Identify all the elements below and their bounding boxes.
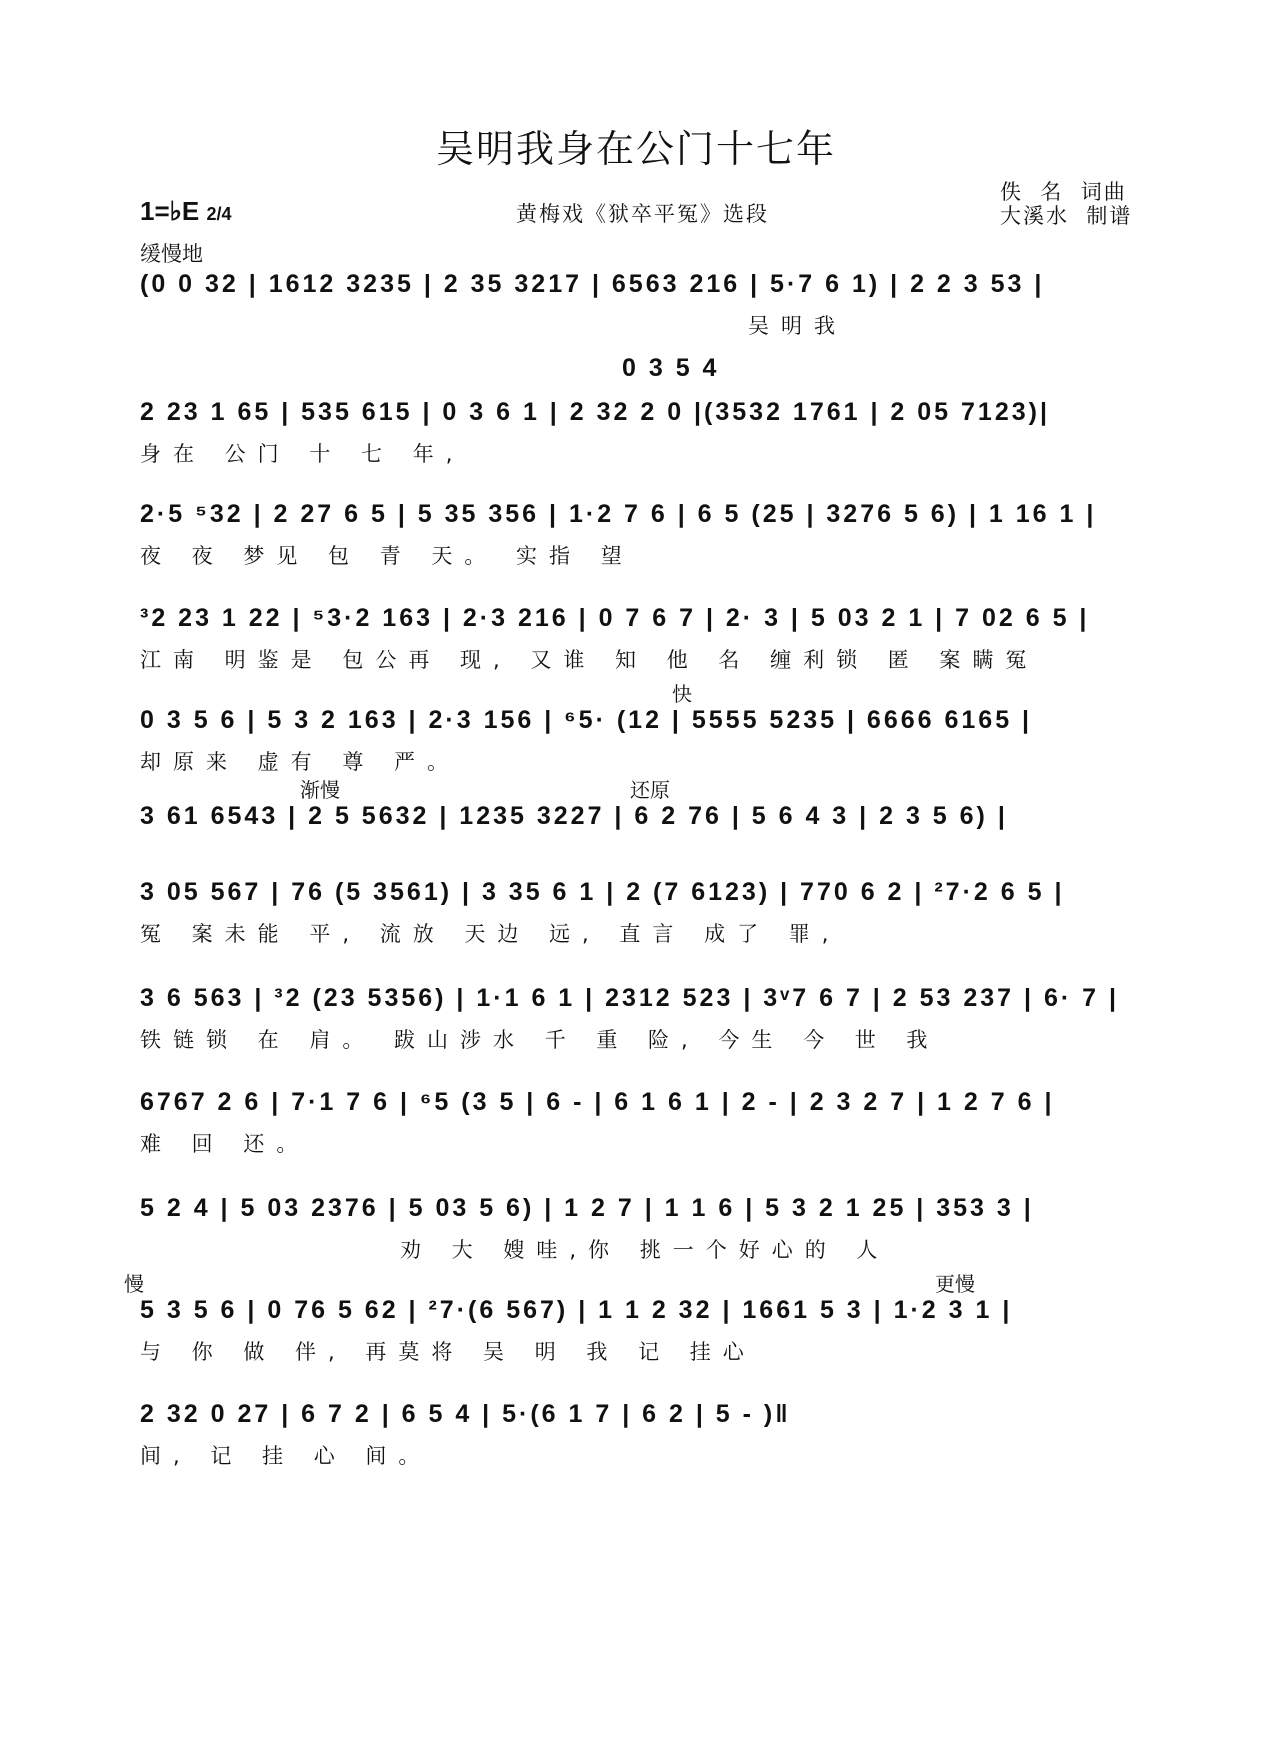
lyric-line: 难 回 还。 — [140, 1132, 310, 1156]
note-line: 6767 2 6 | 7·1 7 6 | ⁶5 (3 5 | 6 - | 6 1 6 1 | 2 - | 2 3 2 7 | 1 2 7 6 | — [140, 1088, 1055, 1116]
note-line: 3 6 563 | ³2 (23 5356) | 1·1 6 1 | 2312 523 | 3ᵛ7 6 7 | 2 53 237 | 6· 7 | — [140, 984, 1119, 1012]
note-line: 3 05 567 | 76 (5 3561) | 3 35 6 1 | 2 (7 6123) | 770 6 2 | ²7·2 6 5 | — [140, 878, 1065, 906]
lyric-line: 劝 大 嫂哇,你 挑一个好心的 人 — [400, 1238, 890, 1262]
alternate-notes: 0 3 5 4 — [622, 354, 720, 382]
lyric-line: 间, 记 挂 心 间。 — [140, 1444, 432, 1468]
key-value: 1=♭E — [140, 196, 200, 226]
tempo-mark: 还原 — [630, 778, 670, 802]
note-line: 5 2 4 | 5 03 2376 | 5 03 5 6) | 1 2 7 | 1 1 6 | 5 3 2 1 25 | 353 3 | — [140, 1194, 1034, 1222]
lyric-line: 吴明我 — [748, 314, 847, 338]
lyric-line: 铁链锁 在 肩。 跋山涉水 千 重 险, 今生 今 世 我 — [140, 1028, 940, 1052]
note-line: 2·5 ⁵32 | 2 27 6 5 | 5 35 356 | 1·2 7 6 | 6 5 (25 | 3276 5 6) | 1 16 1 | — [140, 500, 1097, 528]
lyric-line: 冤 案未能 平, 流放 天边 远, 直言 成了 罪, — [140, 922, 841, 946]
note-line: (0 0 32 | 1612 3235 | 2 35 3217 | 6563 216 | 5·7 6 1) | 2 2 3 53 | — [140, 270, 1045, 298]
tempo-marking: 缓慢地 — [140, 242, 203, 266]
note-line: 5 3 5 6 | 0 76 5 62 | ²7·(6 567) | 1 1 2 32 | 1661 5 3 | 1·2 3 1 | — [140, 1296, 1013, 1324]
lyric-line: 身在 公门 十 七 年, — [140, 442, 465, 466]
song-title: 吴明我身在公门十七年 — [435, 127, 836, 171]
lyric-line: 夜 夜 梦见 包 青 天。 实指 望 — [140, 544, 634, 568]
lyric-line: 与 你 做 伴, 再莫将 吴 明 我 记 挂心 — [140, 1340, 756, 1364]
lyric-line: 江南 明鉴是 包公再 现, 又谁 知 他 名 缠利锁 匿 案瞒冤 — [140, 648, 1039, 672]
tempo-mark: 更慢 — [935, 1272, 975, 1296]
credit-transcriber: 大溪水 制谱 — [1000, 204, 1133, 228]
note-line: ³2 23 1 22 | ⁵3·2 163 | 2·3 216 | 0 7 6 7 | 2· 3 | 5 03 2 1 | 7 02 6 5 | — [140, 604, 1090, 632]
tempo-mark: 快 — [672, 682, 692, 706]
time-signature: 2/4 — [206, 204, 232, 224]
note-line: 3 61 6543 | 2 5 5632 | 1235 3227 | 6 2 76 | 5 6 4 3 | 2 3 5 6) | — [140, 802, 1008, 830]
lyric-line: 却原来 虚有 尊 严。 — [140, 750, 461, 774]
note-line: 0 3 5 6 | 5 3 2 163 | 2·3 156 | ⁶5· (12 | 5555 5235 | 6666 6165 | — [140, 706, 1033, 734]
tempo-mark: 慢 — [124, 1272, 144, 1296]
source-line: 黄梅戏《狱卒平冤》选段 — [516, 202, 769, 226]
tempo-mark: 渐慢 — [300, 778, 340, 802]
note-line: 2 32 0 27 | 6 7 2 | 6 5 4 | 5·(6 1 7 | 6 2 | 5 - )‖ — [140, 1400, 791, 1428]
key-signature — [140, 196, 232, 227]
note-line: 2 23 1 65 | 535 615 | 0 3 6 1 | 2 32 2 0 |(3532 1761 | 2 05 7123)| — [140, 398, 1050, 426]
credit-lyricist: 佚 名 词曲 — [1000, 180, 1127, 204]
